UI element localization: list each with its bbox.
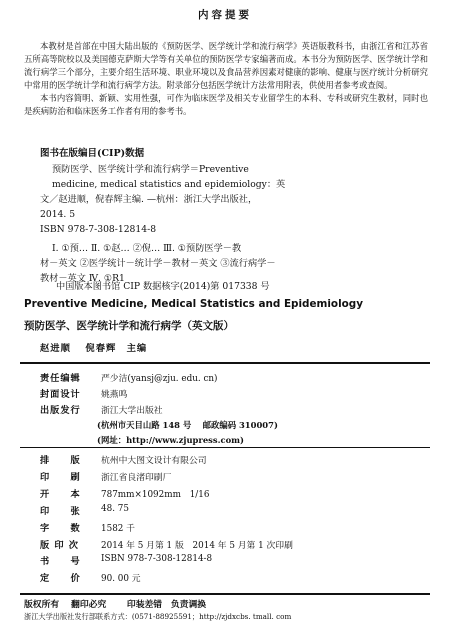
book-title-english: Preventive Medicine, Medical Statistics and Epidemiology (24, 298, 363, 310)
credit-value: 严少洁(yansj@zju. edu. cn) (101, 373, 218, 384)
credit-label: 定 价 (40, 573, 81, 584)
summary-title: 内容提要 (198, 9, 252, 21)
divider-top (20, 362, 430, 364)
credit-value: 杭州中大图文设计有限公司 (101, 455, 207, 466)
credit-value: 2014 年 5 月第 1 版 2014 年 5 月第 1 次印刷 (101, 540, 293, 551)
summary-paragraph-1: 本教材是首部在中国大陆出版的《预防医学、医学统计学和流行病学》英语版教科书，由浙江省和江苏省五所高等院校以及美国德克萨斯大学等有关单位的预防医学专家编著而成。本书分为预防医学、医学统计学和流行病学三个部分，主要介绍生活环境、职业环境以及食品营养因素对健康的影响、健康与医疗统计分析研究中常用的医学统计学和流行病学方法。附录部分包括医学统计方法常用附表，供使用者参考或查阅。 (24, 41, 428, 90)
rights-notice: 版权所有 翻印必究 印装差错 负责调换 (24, 600, 207, 610)
publisher-contact: 浙江大学出版社发行部联系方式：(0571-88925591；http://zjdxcbs. tmall. com (24, 612, 292, 621)
cip-classification-3: 教材－英文 Ⅳ. ①R1 (40, 273, 125, 284)
book-authors: 赵进顺 倪春辉 主编 (40, 343, 148, 354)
credit-value: (杭州市天目山路 148 号 邮政编码 310007) (97, 419, 278, 430)
credit-label: 出版发行 (40, 405, 81, 416)
credit-label: 封面设计 (40, 389, 81, 400)
credit-value: 姚燕鸣 (101, 389, 128, 400)
cip-line-3: 文／赵进顺，倪春辉主编. —杭州：浙江大学出版社， (40, 194, 258, 205)
credit-value: 787mm×1092mm 1/16 (101, 489, 210, 500)
credit-label: 印 张 (40, 506, 81, 517)
divider-middle (20, 447, 430, 448)
cip-line-2: medicine, medical statistics and epidemiology：英 (52, 179, 286, 190)
credit-value: 90. 00 元 (101, 573, 141, 584)
summary-body (24, 40, 428, 118)
cip-isbn: ISBN 978-7-308-12814-8 (40, 224, 157, 235)
credit-label: 排 版 (40, 455, 81, 466)
credit-label: 责任编辑 (40, 373, 81, 384)
credit-label: 印 刷 (40, 472, 81, 483)
credit-label: 版 印 次 (40, 540, 79, 551)
credit-label: 字 数 (40, 523, 81, 534)
cip-line-1: 预防医学、医学统计学和流行病学＝Preventive (52, 164, 249, 175)
cip-heading: 图书在版编目(CIP)数据 (40, 148, 145, 159)
book-title-chinese: 预防医学、医学统计学和流行病学（英文版） (24, 320, 234, 332)
credit-value: 48. 75 (101, 503, 129, 514)
credit-value: 1582 千 (101, 523, 135, 534)
divider-bottom (20, 593, 430, 595)
credit-value: (网址：http://www.zjupress.com) (97, 434, 245, 445)
credit-value: 浙江省良渚印刷厂 (101, 472, 172, 483)
credit-label: 书 号 (40, 556, 81, 567)
cip-number: 中国版本图书馆 CIP 数据核字(2014)第 017338 号 (56, 281, 270, 292)
credit-value: ISBN 978-7-308-12814-8 (101, 553, 213, 564)
credit-value: 浙江大学出版社 (101, 405, 163, 416)
credit-label: 开 本 (40, 489, 81, 500)
cip-classification-2: 材－英文 ②医学统计－统计学－教材－英文 ③流行病学－ (40, 258, 276, 269)
cip-classification-1: Ⅰ. ①预… Ⅱ. ①赵… ②倪… Ⅲ. ①预防医学－教 (52, 243, 242, 254)
summary-paragraph-2: 本书内容简明、新颖、实用性强，可作为临床医学及相关专业留学生的本科、专科或研究生教材，同时也是疾病防治和临床医务工作者有用的参考书。 (24, 93, 428, 116)
cip-line-4: 2014. 5 (40, 209, 76, 220)
